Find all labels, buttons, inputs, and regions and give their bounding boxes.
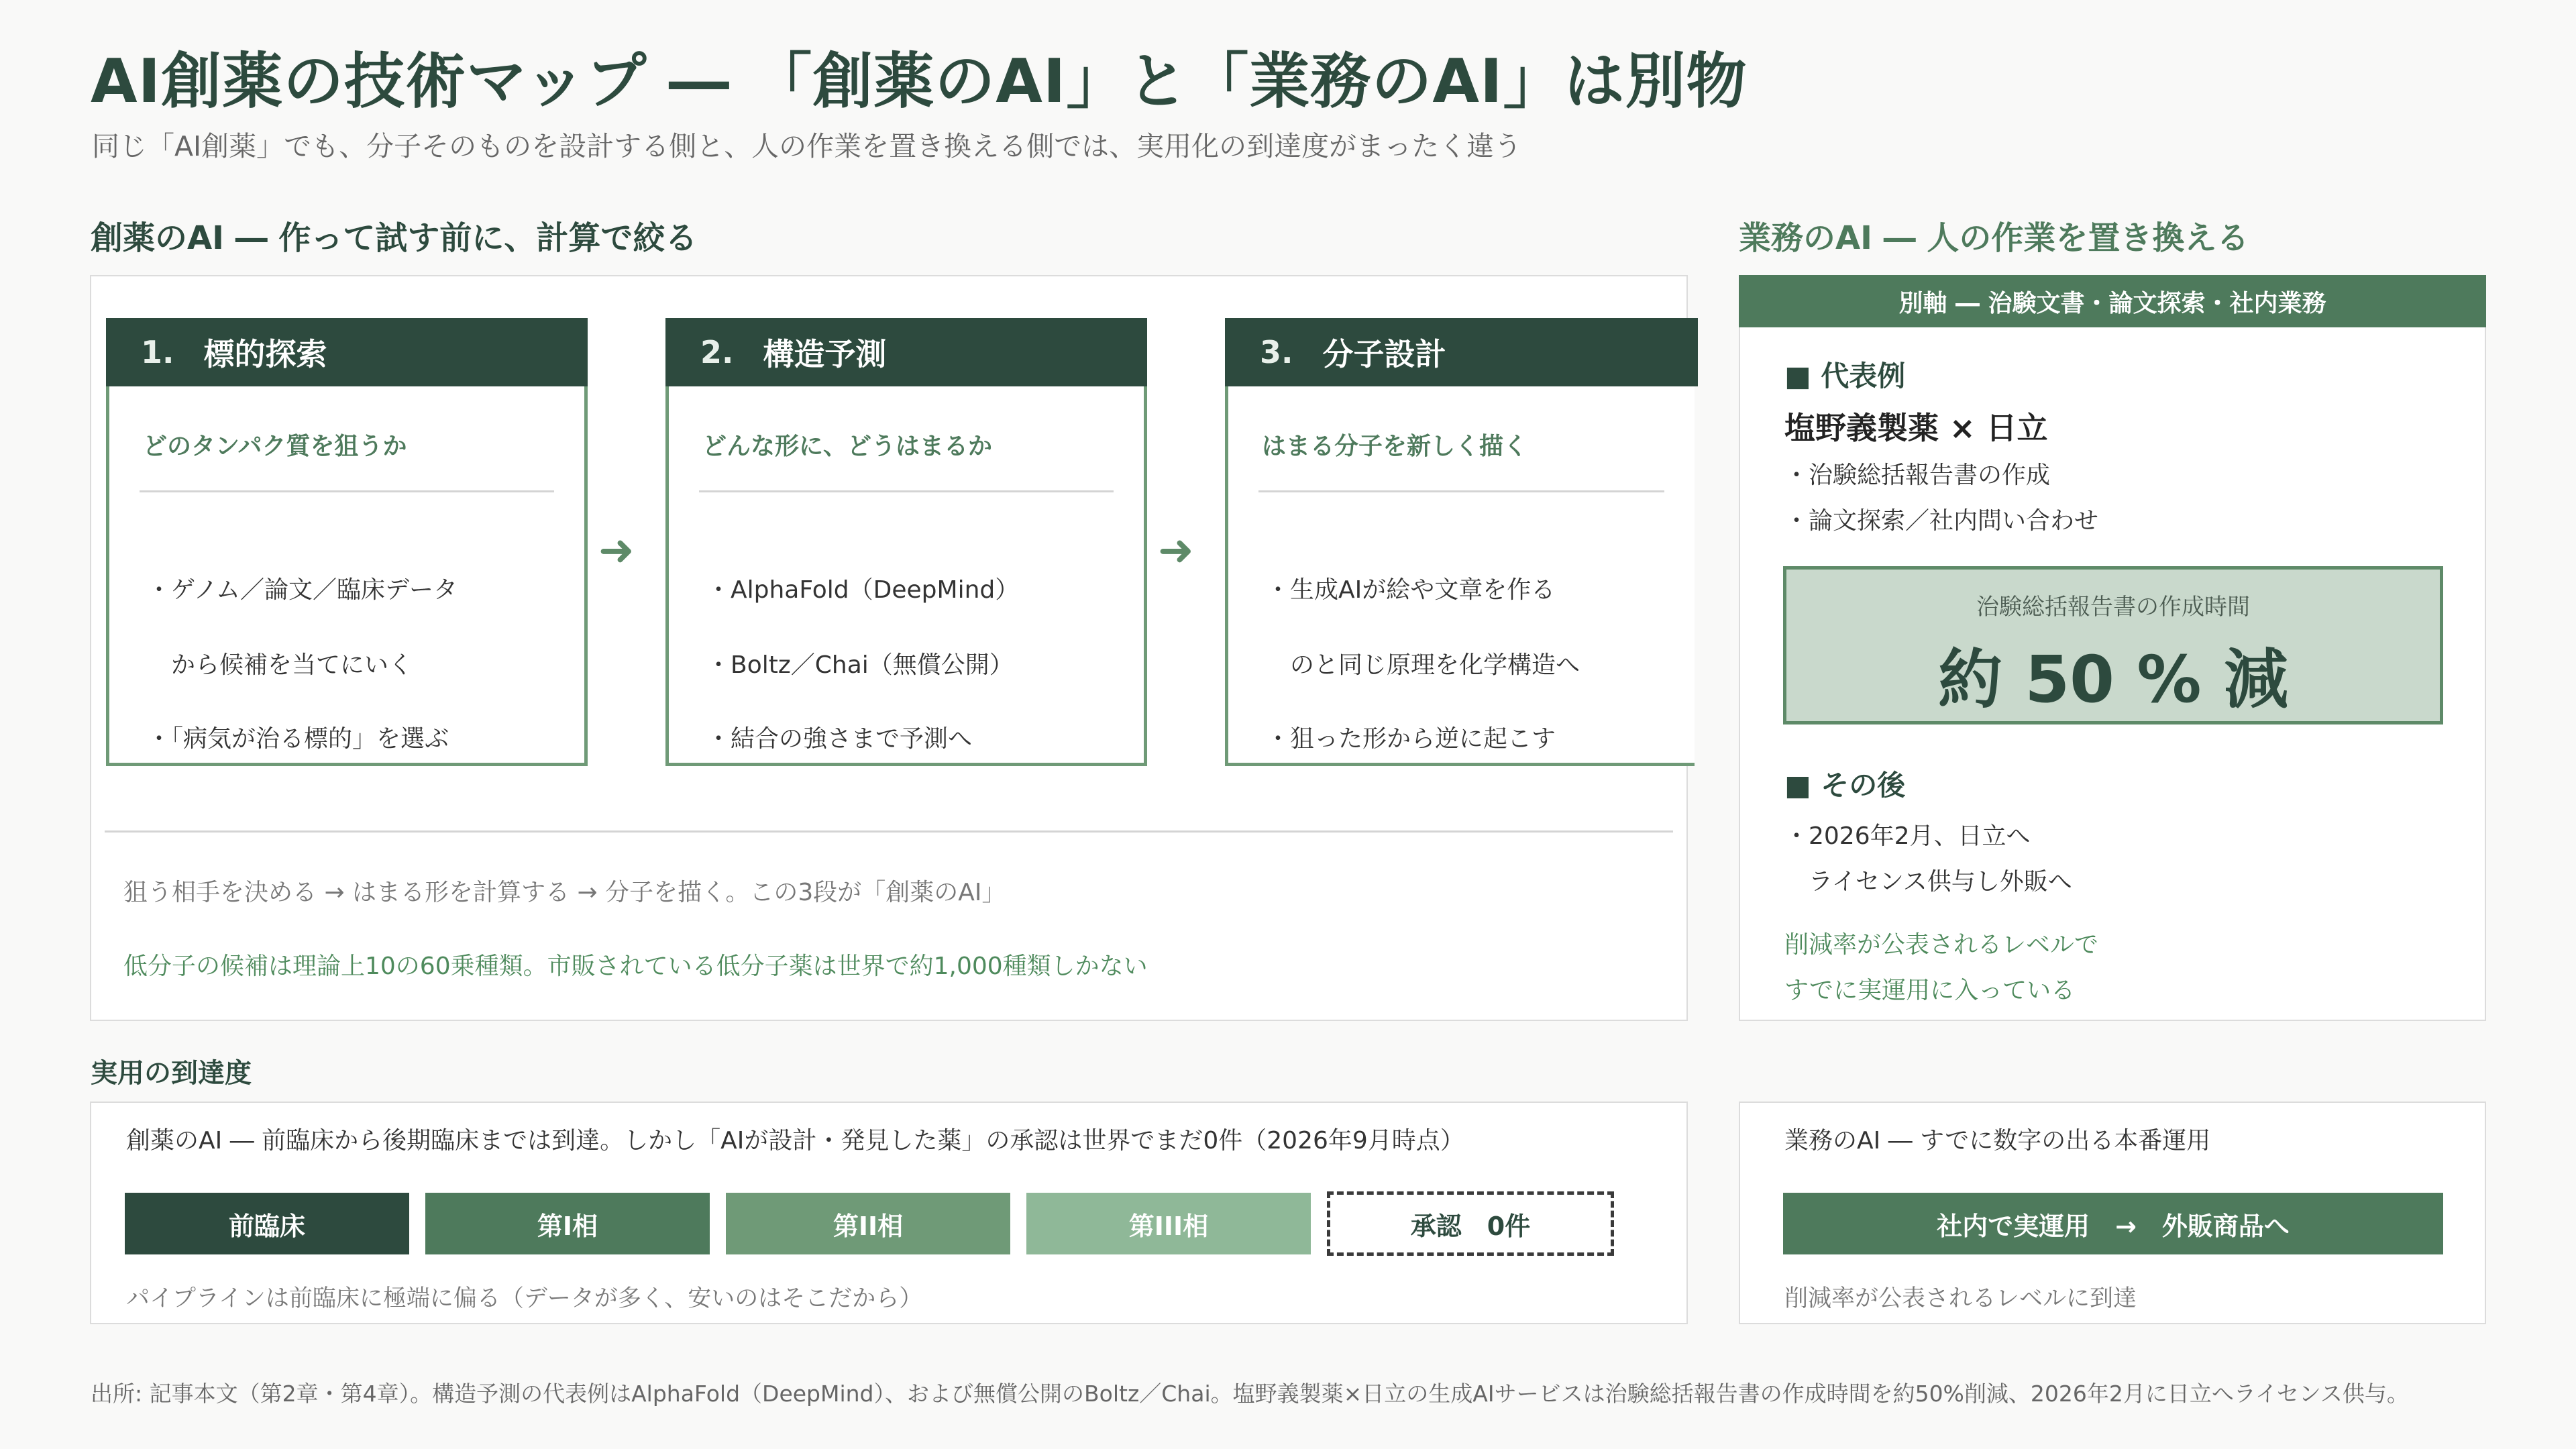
business-ai-strip: 別軸 ― 治験文書・論文探索・社内業務 <box>1739 275 2486 327</box>
card-divider <box>1258 490 1664 492</box>
card-target-search <box>106 318 588 766</box>
after-line: ・2026年2月、日立へ <box>1784 822 2031 850</box>
card-line: ・結合の強さまで予測へ <box>706 725 973 753</box>
card-subtitle: どんな形に、どうはまるか <box>702 433 993 460</box>
example-heading: ■ 代表例 <box>1784 360 1906 392</box>
business-ai-heading: 業務のAI ― 人の作業を置き換える <box>1739 219 2249 257</box>
card-divider <box>699 490 1114 492</box>
deployment-note: すでに実運用に入っている <box>1784 977 2076 1004</box>
deployment-path-bar: 社内で実運用 → 外販商品へ <box>1783 1193 2443 1254</box>
company-name: 塩野義製薬 × 日立 <box>1784 410 2048 446</box>
arrow-right-icon: ➜ <box>1158 526 1194 576</box>
card-line: から候補を当てにいく <box>147 651 413 679</box>
business-note: 削減率が公表されるレベルに到達 <box>1784 1285 2137 1312</box>
card-line: ・ゲノム／論文／臨床データ <box>147 576 458 604</box>
card-line: のと同じ原理を化学構造へ <box>1266 651 1580 679</box>
candidate-note: 低分子の候補は理論上10の60乗種類。市販されている低分子薬は世界で約1,000種類しかない <box>123 953 1148 980</box>
stat-value: 約 50 % 減 <box>1937 642 2289 717</box>
maturity-heading: 実用の到達度 <box>91 1058 252 1089</box>
drug-ai-panel <box>90 275 1688 1021</box>
pipeline-note: パイプラインは前臨床に極端に偏る（データが多く、安いのはそこだから） <box>126 1285 923 1312</box>
example-bullet: ・治験総括報告書の作成 <box>1784 462 2051 489</box>
card-header <box>106 318 588 386</box>
card-structure-prediction <box>665 318 1147 766</box>
flow-summary: 狙う相手を決める → はまる形を計算する → 分子を描く。この3段が「創薬のAI」 <box>123 879 1006 906</box>
stat-label: 治験総括報告書の作成時間 <box>1976 594 2250 621</box>
stage-approved: 承認 0件 <box>1327 1191 1614 1256</box>
business-ai-panel <box>1739 275 2486 1021</box>
page-subtitle: 同じ「AI創薬」でも、分子そのものを設計する側と、人の作業を置き換える側では、実用化の到達度がまったく違う <box>92 130 1522 162</box>
stage-phase-2: 第II相 <box>726 1193 1010 1254</box>
maturity-left-panel <box>90 1102 1688 1324</box>
card-line: ・狙った形から逆に起こす <box>1266 725 1556 753</box>
drug-ai-heading: 創薬のAI ― 作って試す前に、計算で絞る <box>91 219 698 257</box>
card-line: ・生成AIが絵や文章を作る <box>1266 576 1556 604</box>
maturity-text: 創薬のAI ― 前臨床から後期臨床までは到達。しかし「AIが設計・発見した薬」の承認は世界でまだ0件（2026年9月時点） <box>126 1127 1464 1155</box>
stat-box <box>1783 566 2443 724</box>
card-molecule-design <box>1225 318 1695 766</box>
card-line: ・AlphaFold（DeepMind） <box>706 576 1020 604</box>
arrow-right-icon: ➜ <box>598 526 635 576</box>
card-subtitle: どのタンパク質を狙うか <box>143 433 407 460</box>
stage-phase-3: 第III相 <box>1026 1193 1311 1254</box>
card-title: 標的探索 <box>203 336 327 372</box>
after-heading: ■ その後 <box>1784 769 1906 802</box>
example-bullet: ・論文探索／社内問い合わせ <box>1784 507 2099 535</box>
page-title: AI創薬の技術マップ ― 「創薬のAI」と「業務のAI」は別物 <box>91 46 1748 117</box>
panel-divider <box>105 830 1673 833</box>
card-line: ・「病気が治る標的」を選ぶ <box>147 725 449 753</box>
card-subtitle: はまる分子を新しく描く <box>1262 433 1528 460</box>
source-footer: 出所: 記事本文（第2章・第4章）。構造予測の代表例はAlphaFold（DeepMind）、および無償公開のBoltz／Chai。塩野義製薬×日立の生成AIサービスは治験総括報告書の作成時間を約50%削減、2026年2月に日立へライセンス供与。 <box>91 1381 2409 1407</box>
card-line: ・Boltz／Chai（無償公開） <box>706 651 1014 679</box>
card-title: 構造予測 <box>763 336 887 372</box>
card-header <box>1225 318 1698 386</box>
card-number: 1. <box>141 334 174 370</box>
after-line: ライセンス供与し外販へ <box>1784 868 2072 896</box>
card-number: 3. <box>1260 334 1293 370</box>
card-title: 分子設計 <box>1322 336 1446 372</box>
card-header <box>665 318 1147 386</box>
deployment-note: 削減率が公表されるレベルで <box>1784 931 2099 959</box>
maturity-business-text: 業務のAI ― すでに数字の出る本番運用 <box>1784 1127 2211 1155</box>
card-number: 2. <box>700 334 734 370</box>
card-divider <box>140 490 554 492</box>
stage-phase-1: 第I相 <box>425 1193 710 1254</box>
stage-preclinical: 前臨床 <box>125 1193 409 1254</box>
maturity-right-panel <box>1739 1102 2486 1324</box>
